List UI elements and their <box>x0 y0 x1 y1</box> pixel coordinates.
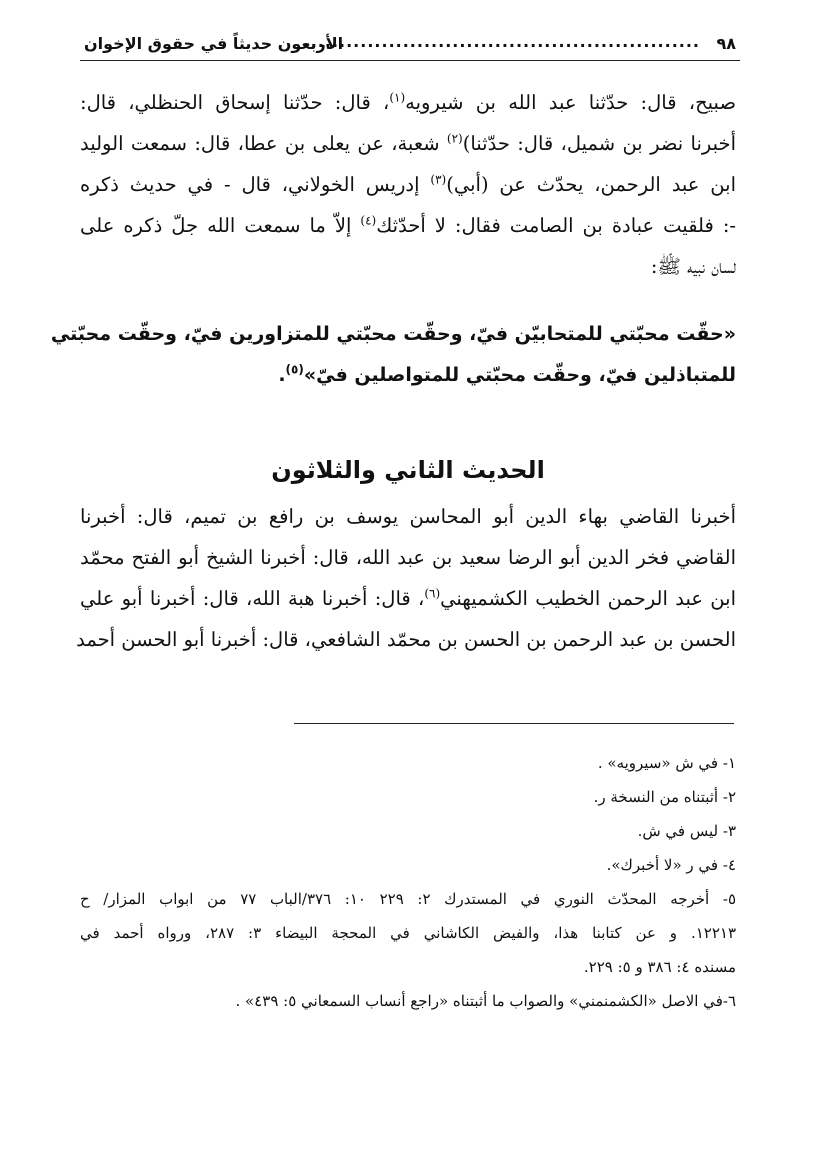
footnote-item: مسنده ٤: ٣٨٦ و ٥: ٢٢٩. <box>583 958 736 976</box>
dot-leader: ........................................................ <box>303 32 700 51</box>
section-heading: الحديث الثاني والثلاثون <box>271 456 545 484</box>
footnote-item: ٢- أثبتناه من النسخة ر. <box>593 788 736 806</box>
text-line: ابن عبد الرحمن الخطيب الكشميهني$^{(٦)}$، قال: أخبرنا هبة الله، قال: أخبرنا أبو علي <box>80 586 736 610</box>
footnotes <box>80 746 736 1018</box>
text-line: الحسن بن عبد الرحمن بن الحسن بن محمّد الشافعي، قال: أخبرنا أبو الحسن أحمد <box>76 628 736 651</box>
footnote-ref[interactable]: (٣) <box>430 172 447 187</box>
running-head <box>80 30 740 61</box>
book-title: الأربعون حديثاً في حقوق الإخوان <box>84 34 344 53</box>
footnote-item: ١٢٢١٣. و عن كتابنا هذا، والفيض الكاشاني في المحجة البيضاء ٣: ٢٨٧، ورواه أحمد في <box>80 924 737 942</box>
footnote-divider <box>294 723 734 724</box>
footnote-item: ٥- أخرجه المحدّث النوري في المستدرك ٢: ٢٢٩ ١٠: ٣٧٦/الباب ٧٧ من ابواب المزار/ ح <box>80 890 736 908</box>
paragraph-isnad-top <box>80 82 736 287</box>
text-line: القاضي فخر الدين أبو الرضا سعيد بن عبد الله، قال: أخبرنا الشيخ أبو الفتح محمّد <box>80 546 736 569</box>
hadith-quote <box>50 314 736 396</box>
footnote-ref[interactable]: (٦) <box>424 586 441 601</box>
hadith-line: «حقّت محبّتي للمتحابيّن فيّ، وحقّت محبّتي للمتزاورين فيّ، وحقّت محبّتي <box>50 323 736 345</box>
footnote-item: ٤- في ر «لا أخبرك». <box>606 856 736 874</box>
footnote-item: ٣- ليس في ش. <box>637 822 736 840</box>
footnote-ref[interactable]: (٢) <box>446 131 463 146</box>
hadith-line: للمتباذلين فيّ، وحقّت محبّتي للمتواصلين فيّ»$^{(٥)}$. <box>278 362 736 386</box>
text-line: أخبرنا القاضي بهاء الدين أبو المحاسن يوسف بن رافع بن تميم، قال: أخبرنا <box>80 505 736 528</box>
text-line: صبيح، قال: حدّثنا عبد الله بن شيرويه$^{(١)}$، قال: حدّثنا إسحاق الحنظلي، قال: <box>80 90 736 114</box>
footnote-ref[interactable]: (٥) <box>285 362 304 377</box>
text-line: -: فلقيت عبادة بن الصامت فقال: لا أحدّثك$^{(٤)}$ إلاّ ما سمعت الله جلّ ذكره على <box>80 213 736 237</box>
text-line: لسان نبيه ﷺ: <box>650 255 736 278</box>
footnote-ref[interactable]: (١) <box>389 90 406 105</box>
text-line: أخبرنا نضر بن شميل، قال: حدّثنا)$^{(٢)}$ شعبة، عن يعلى بن عطا، قال: سمعت الوليد <box>80 131 736 155</box>
text-line: ابن عبد الرحمن، يحدّث عن (أبي)$^{(٣)}$ إدريس الخولاني، قال - في حديث ذكره <box>80 172 737 196</box>
footnote-item: ٦-في الاصل «الكشمنمني» والصواب ما أثبتناه «راجع أنساب السمعاني ٥: ٤٣٩» . <box>235 992 736 1010</box>
footnote-item: ١- في ش «سيرويه» . <box>597 754 736 772</box>
paragraph-isnad-bottom <box>76 496 736 660</box>
page-number: ٩٨ <box>716 34 736 53</box>
footnote-ref[interactable]: (٤) <box>360 213 377 228</box>
